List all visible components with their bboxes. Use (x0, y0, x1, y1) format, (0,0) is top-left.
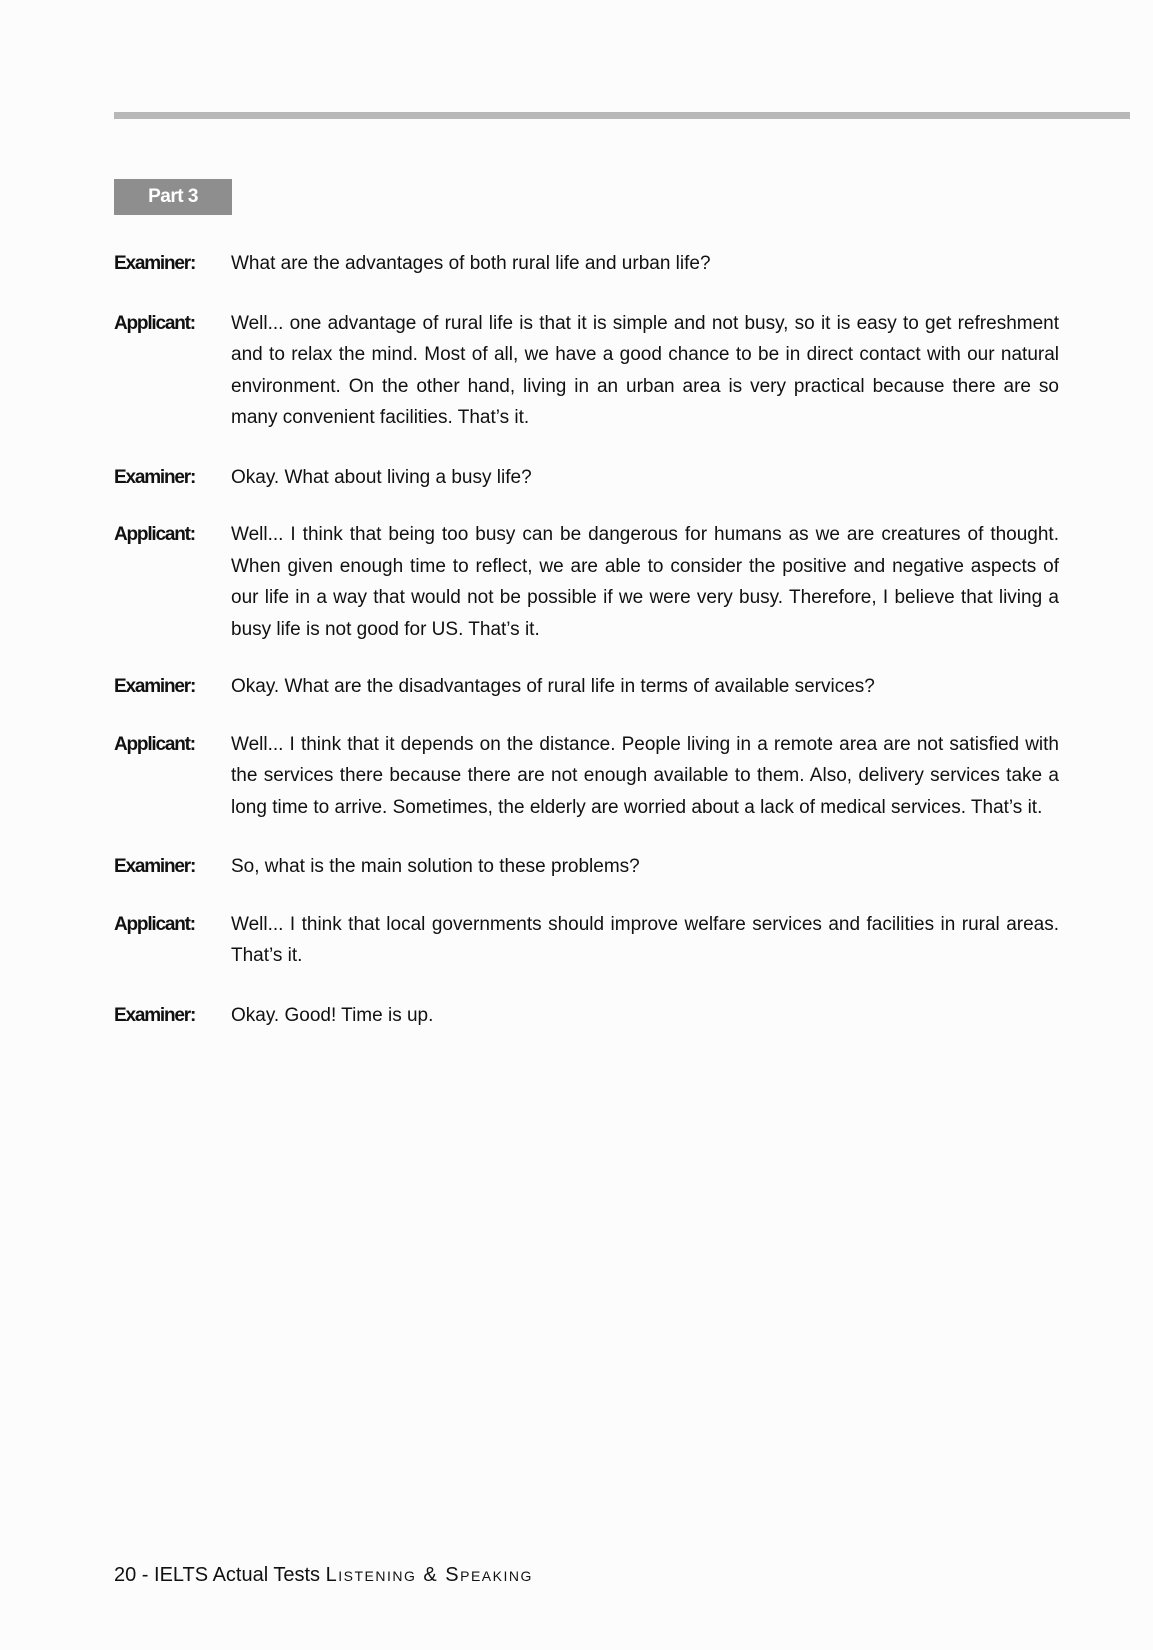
speaker-label: Applicant: (114, 913, 195, 935)
speech-text: Okay. Good! Time is up. (231, 1004, 434, 1026)
speaker-label: Examiner: (114, 253, 196, 274)
footer-page-prefix: 20 - IELTS Actual Tests (114, 1564, 326, 1586)
dialogue-turn-examiner (114, 1000, 1059, 1032)
speaker-label: Examiner: (114, 676, 196, 697)
dialogue-turn-applicant (114, 519, 1059, 645)
dialogue-turn-examiner (114, 851, 1059, 883)
speaker-label: Applicant: (114, 312, 195, 334)
dialogue-turn-examiner (114, 671, 1059, 703)
dialogue-turn-examiner (114, 248, 1059, 280)
speaker-label: Applicant: (114, 733, 195, 755)
speech-text: So, what is the main solution to these problems? (231, 856, 640, 877)
speech-text: Okay. What about living a busy life? (231, 466, 532, 488)
dialogue (114, 248, 1059, 1031)
dialogue-turn-examiner (114, 462, 1059, 494)
speaker-label: Examiner: (114, 856, 196, 877)
speaker-label: Examiner: (114, 466, 196, 488)
speech-text: Well... I think that it depends on the distance. People living in a remote area are not satisfied with the services there because there are not enough available to them. Also, delivery services take a long time to arrive. Sometimes, the elderly are worried about a lack of medical services. That’s it. (231, 733, 1059, 818)
dialogue-turn-applicant (114, 729, 1059, 824)
speech-text: Okay. What are the disadvantages of rural life in terms of available services? (231, 676, 875, 697)
page-footer (114, 1564, 533, 1587)
speech-text: What are the advantages of both rural life and urban life? (231, 253, 711, 274)
header-rule (114, 112, 1130, 119)
speaker-label: Applicant: (114, 524, 195, 545)
speech-text: Well... I think that being too busy can be dangerous for humans as we are creatures of thought. When given enough time to reflect, we are able to consider the positive and negative aspects of our life in a way that would not be possible if we were very busy. Therefore, I believe that living a busy life is not good for US. That’s it. (231, 524, 1059, 640)
speech-text: Well... I think that local governments should improve welfare services and facilities in rural areas. That’s it. (231, 913, 1059, 966)
part-label: Part 3 (114, 179, 232, 215)
dialogue-turn-applicant (114, 909, 1059, 972)
footer-subject: Listening & Speaking (325, 1564, 533, 1586)
speech-text: Well... one advantage of rural life is that it is simple and not busy, so it is easy to get refreshment and to relax the mind. Most of all, we have a good chance to be in direct contact with our natural environment. On the other hand, living in an urban area is very practical because there are so many convenient facilities. That’s it. (231, 312, 1059, 428)
speaker-label: Examiner: (114, 1004, 196, 1026)
dialogue-turn-applicant (114, 308, 1059, 434)
